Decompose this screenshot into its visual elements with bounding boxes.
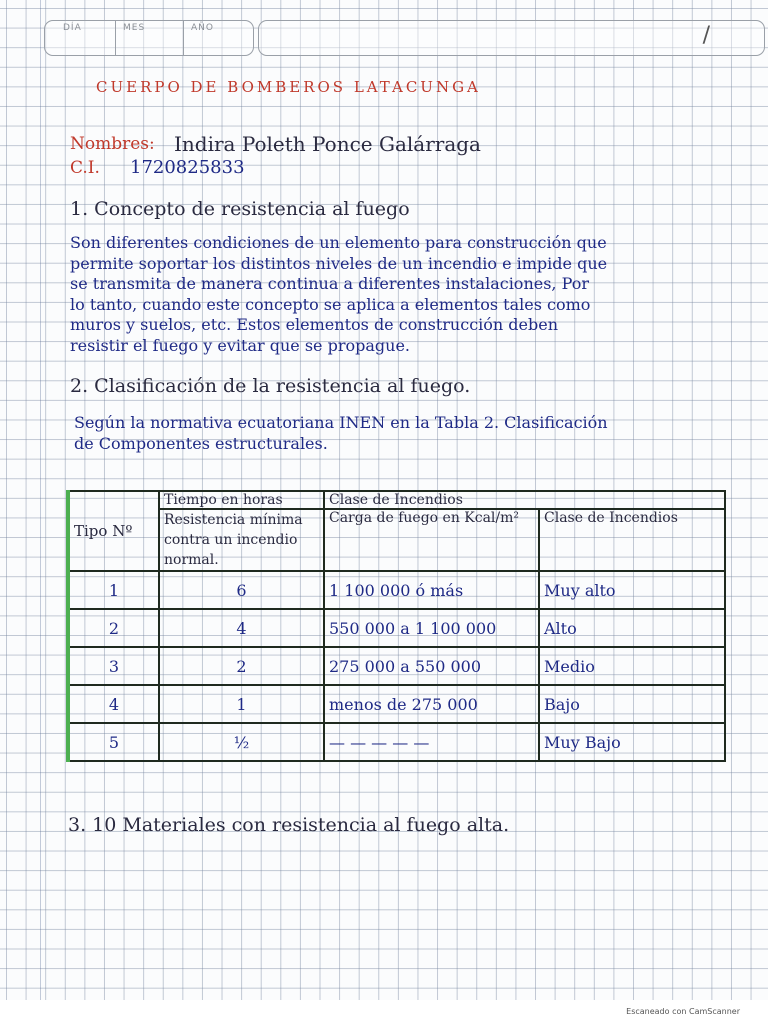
date-month-label: MES [123, 23, 146, 33]
cell-tiempo: 1 [159, 685, 324, 723]
ci-value: 1720825833 [130, 157, 245, 178]
cell-carga: 550 000 a 1 100 000 [324, 609, 539, 647]
cell-carga: 275 000 a 550 000 [324, 647, 539, 685]
page-number-box [258, 20, 765, 56]
fire-classification-table [66, 490, 726, 762]
scanner-watermark: Escaneado con CamScanner [626, 1007, 740, 1016]
paragraph-line: Son diferentes condiciones de un elemento para construcción que [70, 233, 607, 252]
group-header-clase: Clase de Incendios [324, 491, 725, 509]
col-header-tipo: Tipo Nº [68, 491, 159, 571]
name-value: Indira Poleth Ponce Galárraga [174, 132, 481, 156]
cell-carga: menos de 275 000 [324, 685, 539, 723]
cell-clase: Bajo [539, 685, 725, 723]
table-row [68, 609, 725, 647]
document-title: CUERPO DE BOMBEROS LATACUNGA [96, 78, 481, 96]
col-header-resistencia: Resistencia mínima contra un incendio normal. [159, 509, 324, 571]
cell-tipo: 5 [68, 723, 159, 761]
table-row [68, 571, 725, 609]
page-mark: / [702, 23, 710, 48]
section-3-heading: 3. 10 Materiales con resistencia al fuego alta. [68, 814, 510, 836]
ci-label: C.I. [70, 158, 100, 178]
paragraph-line: permite soportar los distintos niveles de un incendio e impide que [70, 253, 608, 273]
paragraph-line: lo tanto, cuando este concepto se aplica a elementos tales como [70, 294, 591, 314]
date-divider [183, 21, 184, 55]
paragraph-line: de Componentes estructurales. [74, 433, 328, 453]
section-2-paragraph [74, 413, 608, 454]
paragraph-line: resistir el fuego y evitar que se propague. [70, 335, 410, 355]
section-2-heading: 2. Clasificación de la resistencia al fuego. [70, 375, 471, 397]
cell-clase: Muy Bajo [539, 723, 725, 761]
cell-tiempo: 4 [159, 609, 324, 647]
cell-clase: Muy alto [539, 571, 725, 609]
date-year-label: AÑO [191, 23, 214, 33]
section-1-heading: 1. Concepto de resistencia al fuego [70, 198, 410, 220]
cell-carga: 1 100 000 ó más [324, 571, 539, 609]
paragraph-line: Según la normativa ecuatoriana INEN en la Tabla 2. Clasificación [74, 413, 608, 432]
cell-tiempo: 2 [159, 647, 324, 685]
date-day-label: DÍA [63, 23, 82, 33]
name-label: Nombres: [70, 134, 155, 154]
col-header-tiempo: Tiempo en horas [159, 491, 324, 509]
cell-clase: Alto [539, 609, 725, 647]
cell-carga: — — — — — [324, 723, 539, 761]
col-header-clase: Clase de Incendios [539, 509, 725, 571]
cell-tipo: 2 [68, 609, 159, 647]
paragraph-line: muros y suelos, etc. Estos elementos de construcción deben [70, 315, 559, 334]
paragraph-line: se transmita de manera continua a diferentes instalaciones, Por [70, 274, 589, 293]
col-header-carga: Carga de fuego en Kcal/m² [324, 509, 539, 571]
cell-clase: Medio [539, 647, 725, 685]
margin-line [40, 0, 41, 1000]
table-row [68, 647, 725, 685]
cell-tipo: 3 [68, 647, 159, 685]
section-1-paragraph [70, 233, 607, 356]
cell-tiempo: 6 [159, 571, 324, 609]
cell-tipo: 1 [68, 571, 159, 609]
date-field-box [44, 20, 254, 56]
table-row [68, 685, 725, 723]
date-divider [115, 21, 116, 55]
cell-tiempo: ½ [159, 723, 324, 761]
table-row [68, 723, 725, 761]
cell-tipo: 4 [68, 685, 159, 723]
